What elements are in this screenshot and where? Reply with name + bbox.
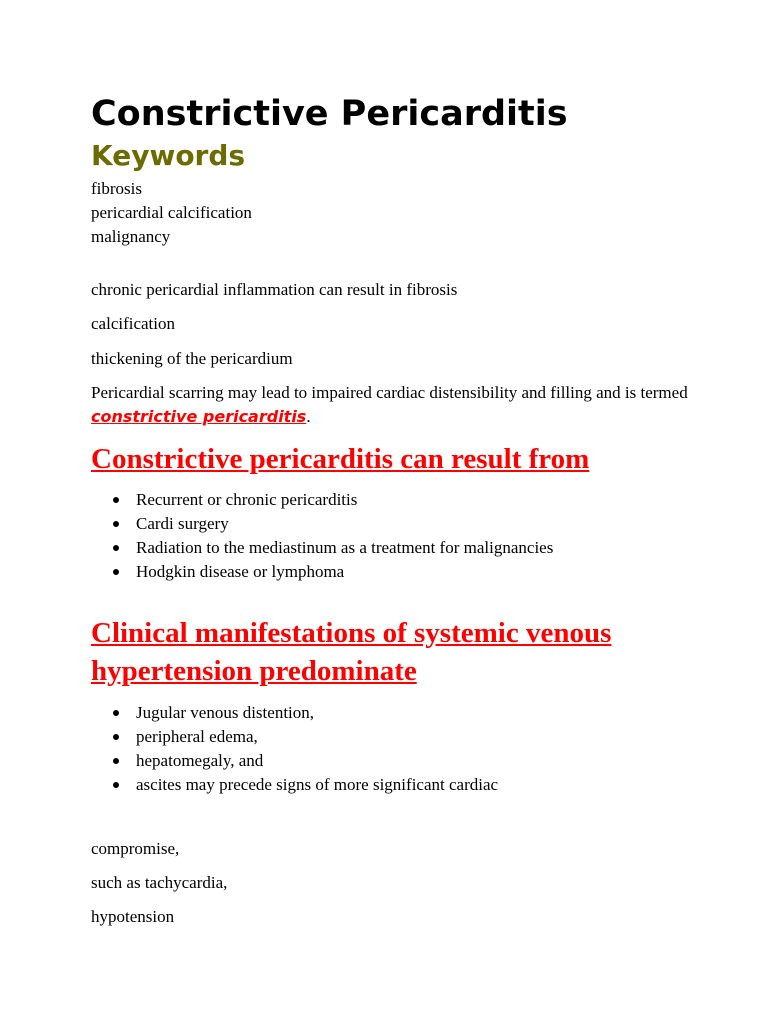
causes-list [91, 488, 553, 584]
list-item [91, 773, 498, 797]
bullet-icon [113, 758, 119, 764]
emphasis-constrictive-pericarditis: constrictive pericarditis [91, 407, 307, 426]
paragraph-scarring-end: . [306, 407, 311, 426]
bullet-icon [113, 734, 119, 740]
paragraph-tachycardia: such as tachycardia, [91, 873, 228, 892]
list-item [91, 725, 498, 749]
paragraph-thickening: thickening of the pericardium [91, 349, 293, 368]
paragraph-compromise: compromise, [91, 839, 180, 858]
list-item [91, 560, 553, 584]
paragraph-inflammation: chronic pericardial inflammation can result in fibrosis [91, 280, 458, 299]
bullet-icon [113, 521, 119, 527]
list-item [91, 749, 498, 773]
bullet-icon [113, 545, 119, 551]
bullet-icon [113, 710, 119, 716]
section-heading-causes: Constrictive pericarditis can result from [91, 443, 590, 475]
paragraph-hypotension: hypotension [91, 907, 175, 926]
list-item-text: Radiation to the mediastinum as a treatment for malignancies [136, 538, 554, 557]
keywords-heading: Keywords [91, 139, 246, 172]
list-item-text: Jugular venous distention, [136, 703, 315, 722]
list-item [91, 488, 553, 512]
list-item-text: hepatomegaly, and [136, 751, 264, 770]
paragraph-scarring [91, 381, 691, 429]
list-item-text: Hodgkin disease or lymphoma [136, 562, 345, 581]
bullet-icon [113, 569, 119, 575]
keyword-item: fibrosis [91, 179, 142, 198]
keyword-item: malignancy [91, 227, 171, 246]
list-item [91, 701, 498, 725]
list-item-text: Cardi surgery [136, 514, 229, 533]
paragraph-calcification: calcification [91, 314, 176, 333]
page-title: Constrictive Pericarditis [91, 94, 568, 134]
list-item [91, 512, 553, 536]
list-item-text: Recurrent or chronic pericarditis [136, 490, 358, 509]
section-heading-manifestations: Clinical manifestations of systemic venous hypertension predominate [91, 617, 612, 687]
keywords-list [91, 177, 252, 249]
list-item [91, 536, 553, 560]
bullet-icon [113, 497, 119, 503]
bullet-icon [113, 782, 119, 788]
paragraph-scarring-text: Pericardial scarring may lead to impaired cardiac distensibility and filling and is termed [91, 383, 688, 402]
manifestations-list [91, 701, 498, 797]
list-item-text: peripheral edema, [136, 727, 258, 746]
list-item-text: ascites may precede signs of more significant cardiac [136, 775, 499, 794]
keyword-item: pericardial calcification [91, 203, 252, 222]
